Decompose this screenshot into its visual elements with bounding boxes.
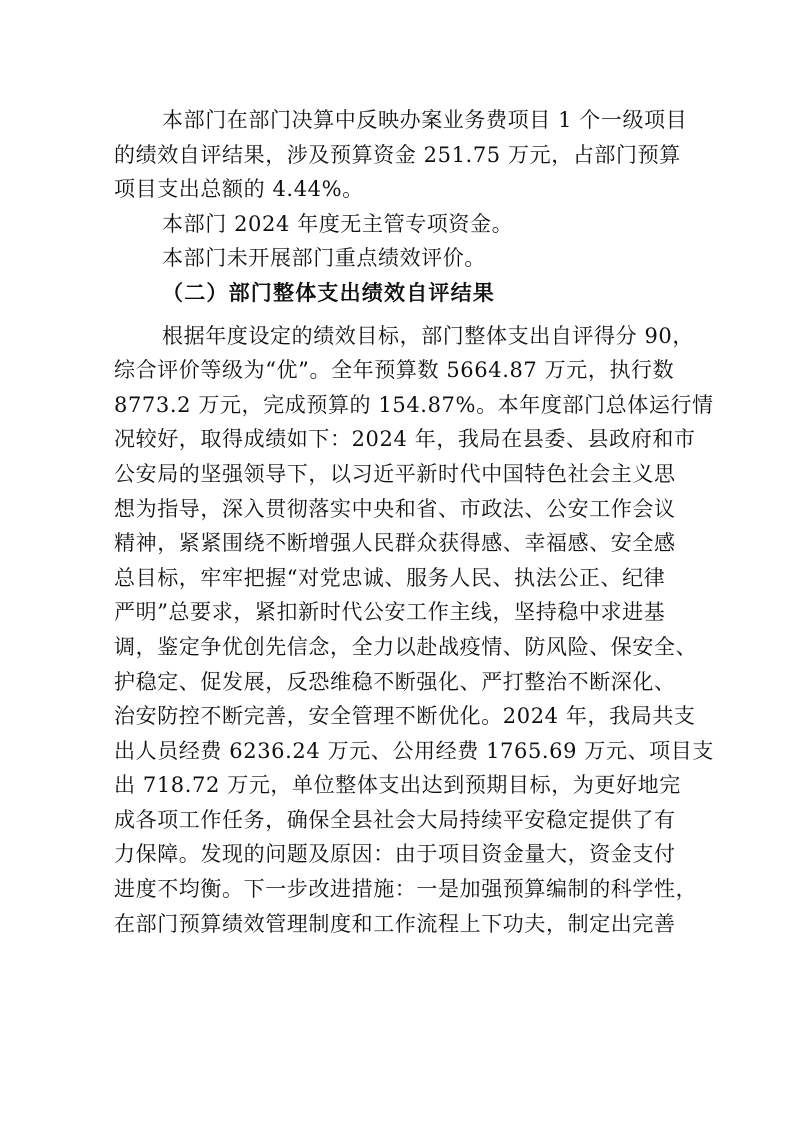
spacer: [114, 311, 684, 319]
paragraph-line: 在部门预算绩效管理制度和工作流程上下功夫，制定出完善: [114, 911, 676, 936]
paragraph-line: 8773.2 万元，完成预算的 154.87%。本年度部门总体运行情: [114, 392, 714, 417]
paragraph-line: 想为指导，深入贯彻落实中央和省、市政法、公安工作会议: [114, 496, 676, 521]
paragraph-line: 进度不均衡。下一步改进措施：一是加强预算编制的科学性，: [114, 877, 698, 902]
paragraph-line: 力保障。发现的问题及原因：由于项目资金量大，资金支付: [114, 842, 676, 867]
paragraph-line: 本部门未开展部门重点绩效评价。: [162, 246, 486, 271]
paragraph-line: 综合评价等级为“优”。全年预算数 5664.87 万元，执行数: [114, 358, 675, 383]
paragraph-line: 本部门在部门决算中反映办案业务费项目 1 个一级项目: [162, 108, 688, 132]
paragraph-line: 的绩效自评结果，涉及预算资金 251.75 万元，占部门预算: [114, 142, 681, 167]
paragraph-line: 总目标，牢牢把握“对党忠诚、服务人民、执法公正、纪律: [114, 565, 666, 590]
paragraph-line: 成各项工作任务，确保全县社会大局持续平安稳定提供了有: [114, 807, 676, 832]
document-body: [114, 103, 714, 941]
paragraph-line: 公安局的坚强领导下，以习近平新时代中国特色社会主义思: [114, 461, 676, 486]
paragraph-line: 严明”总要求，紧扣新时代公安工作主线，坚持稳中求进基: [114, 600, 666, 625]
paragraph-line: 护稳定、促发展，反恐维稳不断强化、严打整治不断深化、: [114, 669, 676, 694]
section-heading: （二）部门整体支出绩效自评结果: [162, 279, 495, 305]
paragraph-line: 况较好，取得成绩如下：2024 年，我局在县委、县政府和市: [114, 427, 696, 452]
paragraph-line: 项目支出总额的 4.44%。: [114, 177, 364, 202]
paragraph-line: 精神，紧紧围绕不断增强人民群众获得感、幸福感、安全感: [114, 531, 676, 556]
paragraph-line: 出人员经费 6236.24 万元、公用经费 1765.69 万元、项目支: [114, 738, 714, 763]
paragraph-line: 本部门 2024 年度无主管专项资金。: [162, 211, 514, 236]
paragraph-line: 根据年度设定的绩效目标，部门整体支出自评得分 90，: [162, 323, 694, 348]
paragraph-line: 治安防控不断完善，安全管理不断优化。2024 年，我局共支: [114, 704, 696, 729]
paragraph-line: 调，鉴定争优创先信念，全力以赴战疫情、防风险、保安全、: [114, 634, 698, 659]
paragraph-line: 出 718.72 万元，单位整体支出达到预期目标，为更好地完: [114, 773, 681, 798]
